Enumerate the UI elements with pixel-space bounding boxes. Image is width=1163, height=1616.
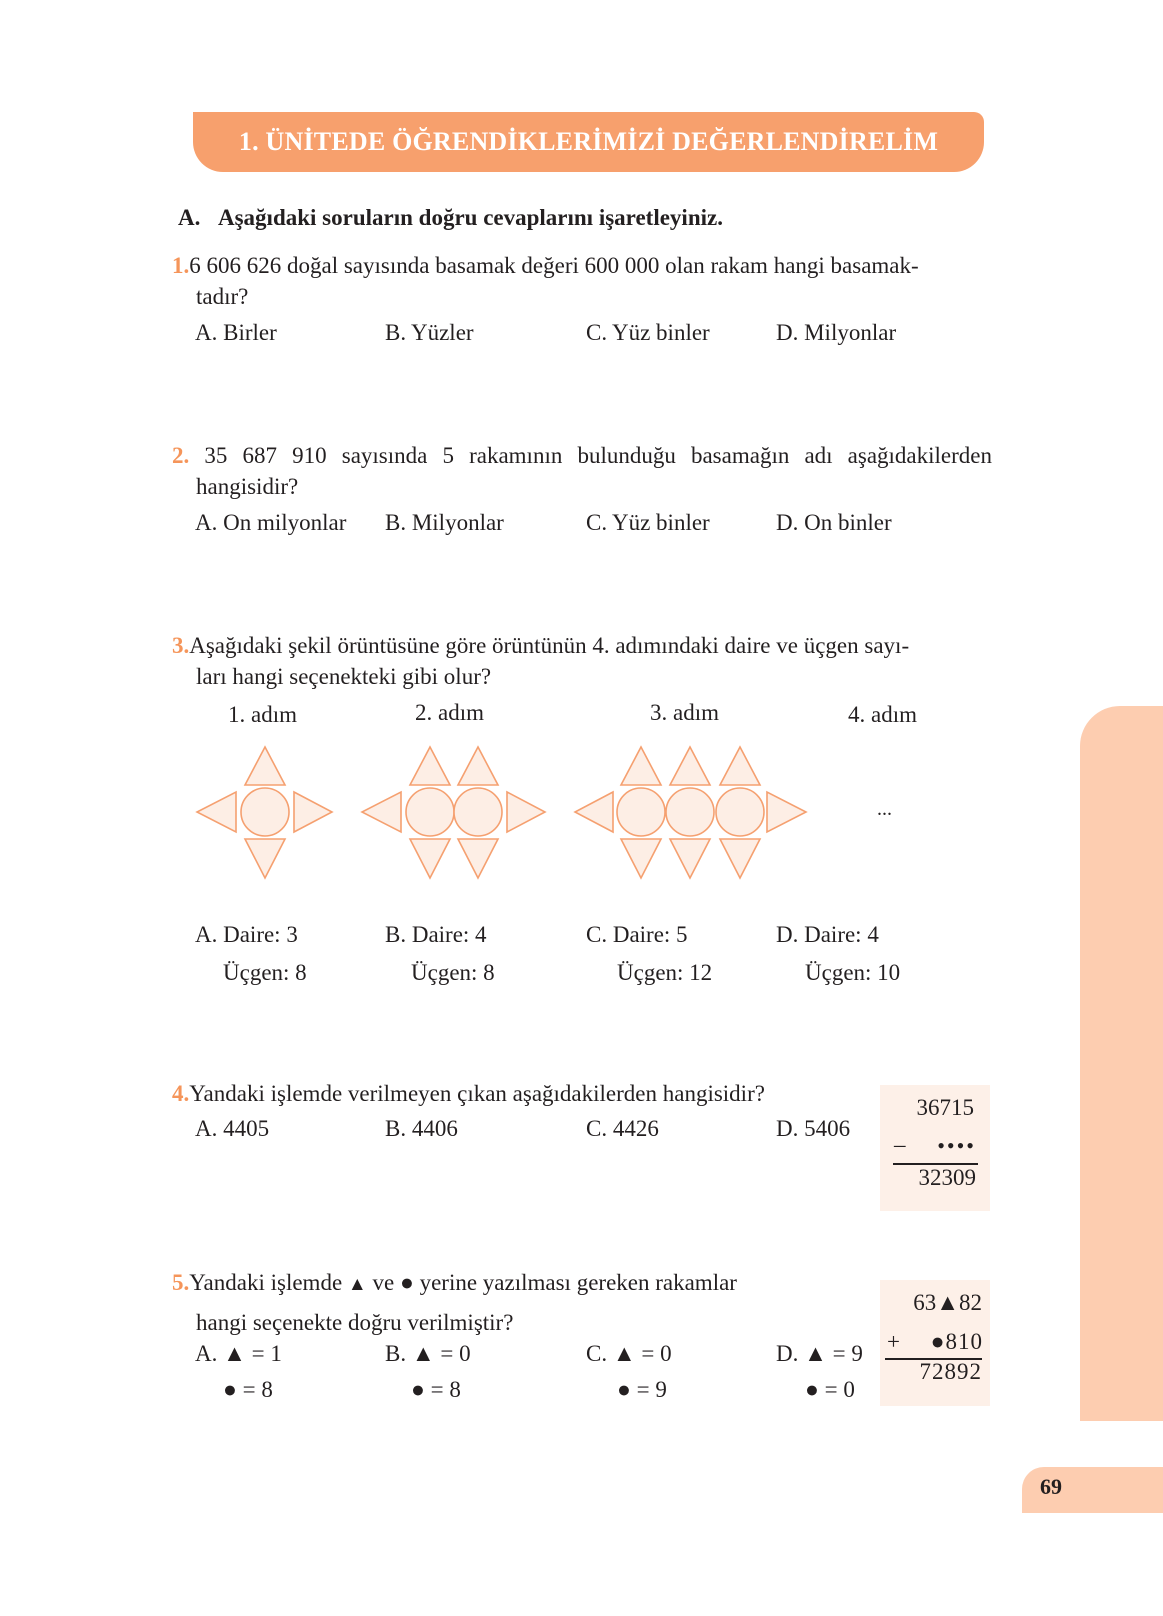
question-text: 35 687 910 sayısında 5 rakamının bulunduğu basamağın adı aşağıdakilerden <box>204 443 992 468</box>
q5-option-b[interactable] <box>385 1341 471 1403</box>
option-circle-count: A. Daire: 3 <box>195 922 298 947</box>
option-circle-count: B. Daire: 4 <box>385 922 487 947</box>
option-triangle-count: Üçgen: 10 <box>805 960 901 985</box>
circle-icon: ● <box>399 1270 414 1295</box>
q3-option-b[interactable] <box>385 922 495 986</box>
option-triangle-value: B. ▲ = 0 <box>385 1341 471 1366</box>
question-number: 1. <box>172 253 190 278</box>
question-text-cont: tadır? <box>196 284 249 309</box>
minus-sign: – <box>894 1132 906 1157</box>
q4-option-b[interactable]: B. 4406 <box>385 1116 458 1141</box>
option-circle-value: ● = 9 <box>617 1377 667 1402</box>
question-text: yerine yazılması gereken rakamlar <box>413 1270 737 1295</box>
page-number: 69 <box>1040 1474 1062 1499</box>
q1-option-b[interactable]: B. Yüzler <box>385 320 474 345</box>
q4-option-d[interactable]: D. 5406 <box>776 1116 851 1141</box>
pattern-step-2 <box>362 747 545 878</box>
q5-option-c[interactable] <box>586 1341 672 1403</box>
difference: 32309 <box>918 1165 976 1190</box>
addend-2: ●810 <box>930 1329 983 1354</box>
addition-box <box>880 1280 990 1406</box>
side-tab-decoration <box>1080 706 1163 1421</box>
step-label-1: 1. adım <box>228 702 297 727</box>
option-circle-count: D. Daire: 4 <box>776 922 879 947</box>
q5-option-d[interactable] <box>776 1341 863 1403</box>
pattern-step-3 <box>575 747 806 878</box>
option-triangle-value: A. ▲ = 1 <box>195 1341 282 1366</box>
option-circle-value: ● = 8 <box>223 1377 273 1402</box>
q2-option-a[interactable]: A. On milyonlar <box>195 510 347 535</box>
q5-option-a[interactable] <box>195 1341 282 1403</box>
q4-option-a[interactable]: A. 4405 <box>195 1116 270 1141</box>
question-text: 6 606 626 doğal sayısında basamak değeri 600 000 olan rakam hangi basamak- <box>189 253 919 278</box>
step-label-4: 4. adım <box>848 702 917 727</box>
q3-option-d[interactable] <box>776 922 900 986</box>
option-triangle-count: Üçgen: 8 <box>223 960 307 985</box>
question-text: Yandaki işlemde verilmeyen çıkan aşağıdakilerden hangisidir? <box>189 1081 765 1106</box>
pattern-step-1 <box>197 747 332 878</box>
q2-option-d[interactable]: D. On binler <box>776 510 892 535</box>
step-label-2: 2. adım <box>415 700 484 725</box>
plus-sign: + <box>887 1329 900 1354</box>
q3-option-c[interactable] <box>586 922 712 986</box>
step-4-ellipsis: ... <box>877 798 892 820</box>
minuend: 36715 <box>916 1095 974 1120</box>
option-triangle-count: Üçgen: 12 <box>617 960 713 985</box>
subtraction-box <box>880 1085 990 1211</box>
question-number: 2. <box>172 443 190 468</box>
q4-option-c[interactable]: C. 4426 <box>586 1116 659 1141</box>
question-text-cont: ları hangi seçenekteki gibi olur? <box>196 664 492 689</box>
triangle-icon: ▲ <box>347 1274 367 1295</box>
option-circle-count: C. Daire: 5 <box>586 922 688 947</box>
hidden-subtrahend: •••• <box>937 1133 976 1158</box>
q1-option-c[interactable]: C. Yüz binler <box>586 320 710 345</box>
q1-option-d[interactable]: D. Milyonlar <box>776 320 897 345</box>
question-number: 3. <box>172 633 190 658</box>
question-text: ve <box>366 1270 400 1295</box>
addend-1: 63▲82 <box>913 1290 982 1315</box>
q2-option-c[interactable]: C. Yüz binler <box>586 510 710 535</box>
section-letter: A. <box>178 205 201 230</box>
option-circle-value: ● = 8 <box>411 1377 461 1402</box>
question-text: Aşağıdaki şekil örüntüsüne göre örüntünün 4. adımındaki daire ve üçgen sayı- <box>189 633 910 658</box>
question-number: 5. <box>172 1270 190 1295</box>
section-instruction: Aşağıdaki soruların doğru cevaplarını işaretleyiniz. <box>218 205 723 230</box>
step-label-3: 3. adım <box>650 700 719 725</box>
q1-option-a[interactable]: A. Birler <box>195 320 277 345</box>
question-text-cont: hangisidir? <box>196 474 299 499</box>
q3-option-a[interactable] <box>195 922 307 986</box>
option-triangle-count: Üçgen: 8 <box>411 960 495 985</box>
unit-title: 1. ÜNİTEDE ÖĞRENDİKLERİMİZİ DEĞERLENDİRELİM <box>238 127 939 156</box>
question-text-cont: hangi seçenekte doğru verilmiştir? <box>196 1310 514 1335</box>
q2-option-b[interactable]: B. Milyonlar <box>385 510 504 535</box>
option-triangle-value: C. ▲ = 0 <box>586 1341 672 1366</box>
option-circle-value: ● = 0 <box>805 1377 855 1402</box>
question-5 <box>172 1264 737 1342</box>
question-text: Yandaki işlemde <box>189 1270 348 1295</box>
option-triangle-value: D. ▲ = 9 <box>776 1341 863 1366</box>
question-4 <box>172 1078 765 1109</box>
sum: 72892 <box>919 1359 982 1384</box>
question-number: 4. <box>172 1081 190 1106</box>
